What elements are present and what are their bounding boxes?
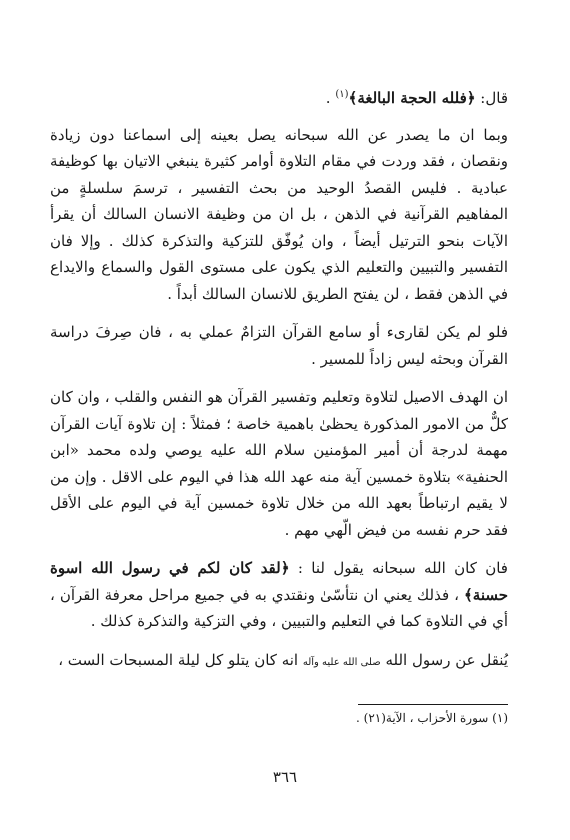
honorific: صلى الله عليه وآله <box>302 656 381 668</box>
quran-quote: ﴿لقد كان لكم في رسول الله اسوة حسنة﴾ <box>50 559 508 604</box>
paragraph <box>50 122 508 308</box>
paragraph <box>50 555 508 635</box>
quran-quote: ﴿فلله الحجة البالغة﴾ <box>348 89 476 107</box>
text-run: فان كان الله سبحانه يقول لنا : <box>289 559 508 577</box>
text-run: فلو لم يكن لقارىء أو سامع القرآن التزامٌ عملي به ، فان صِرفَ دراسة القرآن وبحثه ليس زاداً للمسير . <box>50 323 508 368</box>
footnote: (١) سورة الأحزاب ، الآية(٢١) . <box>356 711 508 725</box>
text-run: ان الهدف الاصيل لتلاوة وتعليم وتفسير القرآن هو النفس والقلب ، وان كان كلٌّ من الامور المذكورة يحظىٰ باهمية خاصة ؛ فمثلاً : إن تلاوة آيات القرآن مهمة لدرجة أن أمير المؤمنين سلام الله عليه يوصي ولده محمد «ابن الحنفية» بتلاوة خمسين آية منه عهد الله هذا في اليوم على الاقل . وإن من لا يقيم ارتباطاً بعهد الله من خلال تلاوة خمسين آية في اليوم على الأقل فقد حرم نفسه من فيض الّهي مهم . <box>50 388 508 539</box>
main-text <box>50 82 508 688</box>
text-run: . <box>325 89 336 107</box>
text-run: يُنقل عن رسول الله <box>380 650 508 669</box>
footnote-divider <box>358 704 508 705</box>
paragraph <box>50 647 508 677</box>
text-run: قال: <box>475 89 508 107</box>
text-run: ، فذلك يعني ان نتأسّىٰ ونقتدي به في جميع مراحل معرفة القرآن ، أي في التلاوة كما في التعليم والتبيين ، وفي التزكية والتذكرة كذلك . <box>50 585 508 630</box>
text-run: وبما ان ما يصدر عن الله سبحانه يصل بعينه إلى اسماعنا دون زيادة ونقصان ، فقد وردت في مقام التلاوة أوامر كثيرة ينبغي الاتيان بها كوظيفة عبادية . فليس القصدُ الوحيد من بحث التفسير ، ترسمَ سلسلةٍ من المفاهيم القرآنية في الذهن ، بل ان من وظيفة الانسان السالك أن يقرأ الآيات بنحو الترتيل أيضاً ، وان يُوفّق للتزكية والتذكرة كذلك . وإلا فان التفسير والتبيين والتعليم الذي يكون على مستوى القول والسماع والايداع في الذهن فقط ، لن يفتح الطريق للانسان السالك أبداً . <box>50 125 508 303</box>
paragraph <box>50 319 508 372</box>
text-run: انه كان يتلو كل ليلة المسبحات الست ، <box>58 650 303 669</box>
footnote-ref: (١) <box>335 89 349 100</box>
page-number: ٣٦٦ <box>272 768 298 786</box>
paragraph <box>50 82 508 112</box>
paragraph <box>50 384 508 543</box>
